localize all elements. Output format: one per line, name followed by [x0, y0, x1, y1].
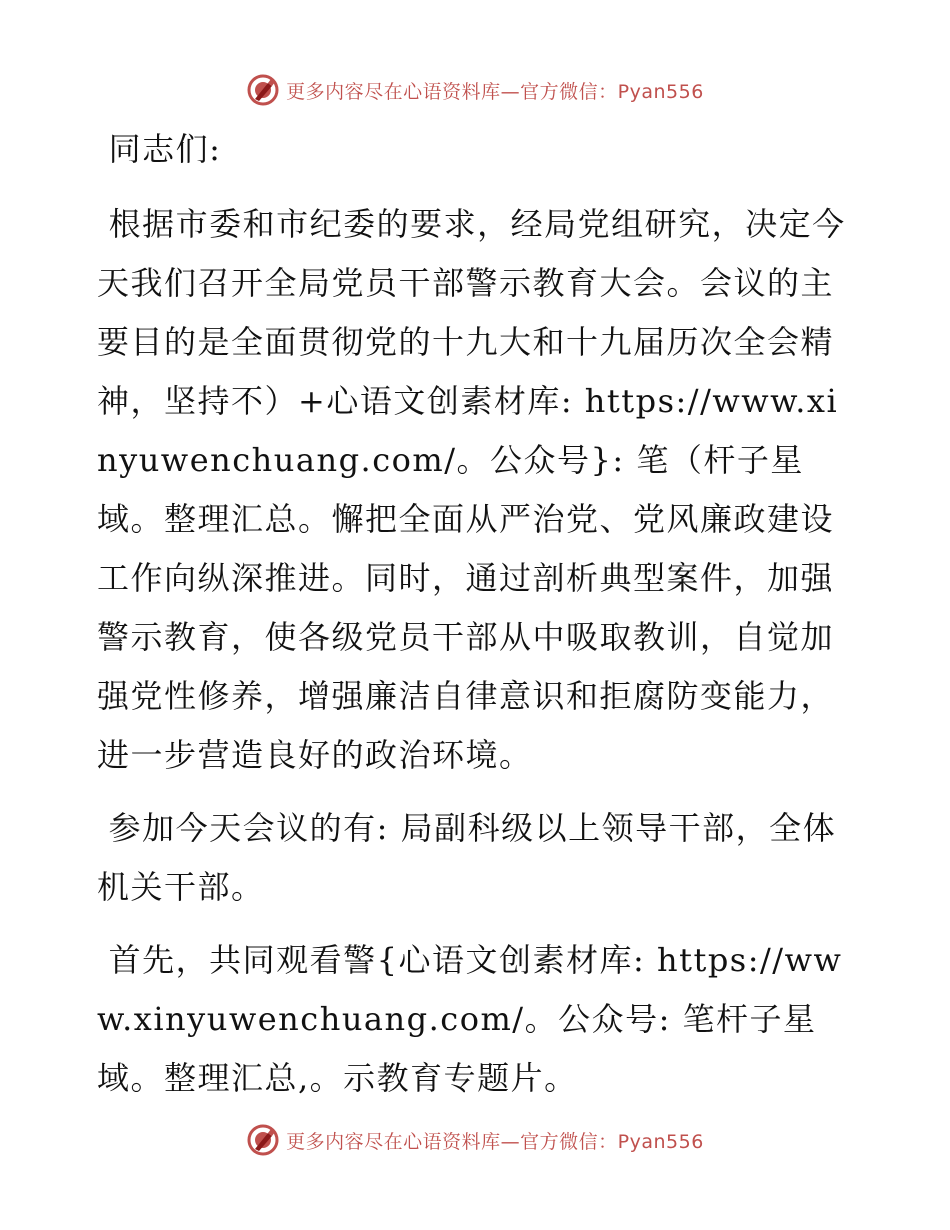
salutation: 同志们: — [97, 130, 222, 168]
red-pen-seal-logo-icon — [246, 73, 280, 107]
document-body — [97, 120, 857, 1122]
red-pen-seal-logo-icon — [246, 1123, 280, 1157]
paragraph-3: 首先，共同观看警{心语文创素材库: https://www.xinyuwenchuang.com/。公众号: 笔杆子星域。整理汇总,。示教育专题片。 — [97, 941, 843, 1097]
footer-banner-text: 更多内容尽在心语资料库—官方微信：Pyan556 — [286, 1130, 704, 1153]
header-banner — [0, 70, 950, 110]
paragraph-1: 根据市委和市纪委的要求，经局党组研究，决定今天我们召开全局党员干部警示教育大会。会议的主要目的是全面贯彻党的十九大和十九届历次全会精神，坚持不）+心语文创素材库: https://www.xinyuwenchuang.com/。公众号}: 笔（杆子星域。整理汇总。懈把全面从严治党、党风廉政建设工作向纵深推进。同时，通过剖析典型案件，加强警示教育，使各级党员干部从中吸取教训，自觉加强党性修养，增强廉洁自律意识和拒腐防变能力，进一步营造良好的政治环境。 — [97, 205, 846, 774]
paragraph-2: 参加今天会议的有: 局副科级以上领导干部，全体机关干部。 — [97, 809, 837, 906]
header-banner-text: 更多内容尽在心语资料库—官方微信：Pyan556 — [286, 80, 704, 103]
footer-banner — [0, 1120, 950, 1160]
